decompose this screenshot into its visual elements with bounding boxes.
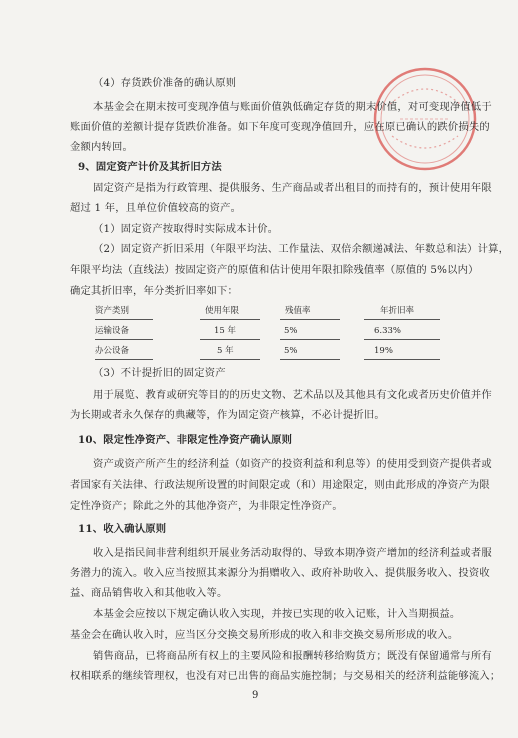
paragraph-line: （3）不计提折旧的固定资产	[93, 367, 226, 379]
paragraph-line: 者国家有关法律、行政法规所设置的时间限定或（和）用途限定，则由此形成的净资产为限	[70, 479, 490, 491]
table-rule	[200, 339, 260, 340]
table-cell: 15 年	[214, 326, 237, 336]
table-header-cell: 残值率	[285, 306, 311, 316]
table-cell: 5 年	[217, 346, 234, 356]
section-heading: 11、收入确认原则	[78, 523, 167, 535]
section-subheading: （4）存货跌价准备的确认原则	[93, 77, 237, 89]
paragraph-line: 收入是指民间非营利组织开展业务活动取得的、导致本期净资产增加的经济利益或者服	[93, 547, 492, 559]
paragraph-line: 用于展览、教育或研究等目的的历史文物、艺术品以及其他具有文化或者历史价值并作	[93, 389, 492, 401]
paragraph-line: （2）固定资产折旧采用（年限平均法、工作量法、双倍余额递减法、年数总和法）计算，	[93, 243, 510, 255]
table-rule	[200, 359, 260, 360]
paragraph-line: 本基金会应按以下规定确认收入实现，并按已实现的收入记账，计入当期损益。	[93, 608, 461, 620]
paragraph-line: 金额内转回。	[70, 141, 133, 153]
table-header-cell: 年折旧率	[380, 306, 415, 316]
table-rule	[280, 339, 340, 340]
table-rule	[95, 319, 153, 320]
table-cell: 运输设备	[95, 326, 130, 336]
paragraph-line: 年限平均法（直线法）按固定资产的原值和估计使用年限扣除残值率（原值的 5%以内）	[70, 264, 479, 276]
paragraph-line: 固定资产是指为行政管理、提供服务、生产商品或者出租目的而持有的，预计使用年限	[93, 182, 492, 194]
table-rule	[280, 359, 340, 360]
table-cell: 5%	[284, 346, 298, 356]
section-heading: 10、限定性净资产、非限定性净资产确认原则	[78, 434, 293, 446]
table-cell: 办公设备	[95, 346, 130, 356]
paragraph-line: 销售商品，已将商品所有权上的主要风险和报酬转移给购货方；既没有保留通常与所有	[93, 650, 492, 662]
table-cell: 5%	[284, 326, 298, 336]
paragraph-line: 基金会在确认收入时，应当区分交换交易所形成的收入和非交换交易所形成的收入。	[70, 629, 459, 641]
table-header-cell: 使用年限	[205, 306, 240, 316]
table-cell: 19%	[374, 346, 393, 356]
table-rule	[95, 339, 153, 340]
paragraph-line: 务潜力的流入。收入应当按照其来源分为捐赠收入、政府补助收入、提供服务收入、投资收	[70, 567, 490, 579]
table-rule	[364, 359, 440, 360]
paragraph-line: 为长期或者永久保存的典藏等，作为固定资产核算，不必计提折旧。	[70, 409, 385, 421]
paragraph-line: （1）固定资产按取得时实际成本计价。	[93, 223, 279, 235]
paragraph-line: 超过 1 年，且单位价值较高的资产。	[70, 202, 242, 214]
table-rule	[364, 339, 440, 340]
paragraph-line: 确定其折旧率，年分类折旧率如下：	[70, 285, 238, 297]
table-rule	[364, 319, 440, 320]
paragraph-line: 权相联系的继续管理权，也没有对已出售的商品实施控制；与交易相关的经济利益能够流入；	[70, 670, 501, 682]
paragraph-line: 本基金会在期末按可变现净值与账面价值孰低确定存货的期末价值，对可变现净值低于	[93, 101, 492, 113]
table-cell: 6.33%	[374, 326, 402, 336]
table-rule	[280, 319, 340, 320]
page-number: 9	[252, 690, 259, 701]
paragraph-line: 益、商品销售收入和其他收入等。	[70, 587, 228, 599]
table-rule	[200, 319, 260, 320]
paragraph-line: 资产或资产所产生的经济利益（如资产的投资利益和利息等）的使用受到资产提供者或	[93, 458, 492, 470]
table-header-cell: 资产类别	[95, 306, 130, 316]
section-heading: 9、固定资产计价及其折旧方法	[78, 161, 222, 173]
table-rule	[95, 359, 153, 360]
paragraph-line: 账面价值的差额计提存货跌价准备。如下年度可变现净值回升，应在原已确认的跌价损失的	[70, 121, 490, 133]
paragraph-line: 定性净资产；除此之外的其他净资产，为非限定性净资产。	[70, 500, 343, 512]
